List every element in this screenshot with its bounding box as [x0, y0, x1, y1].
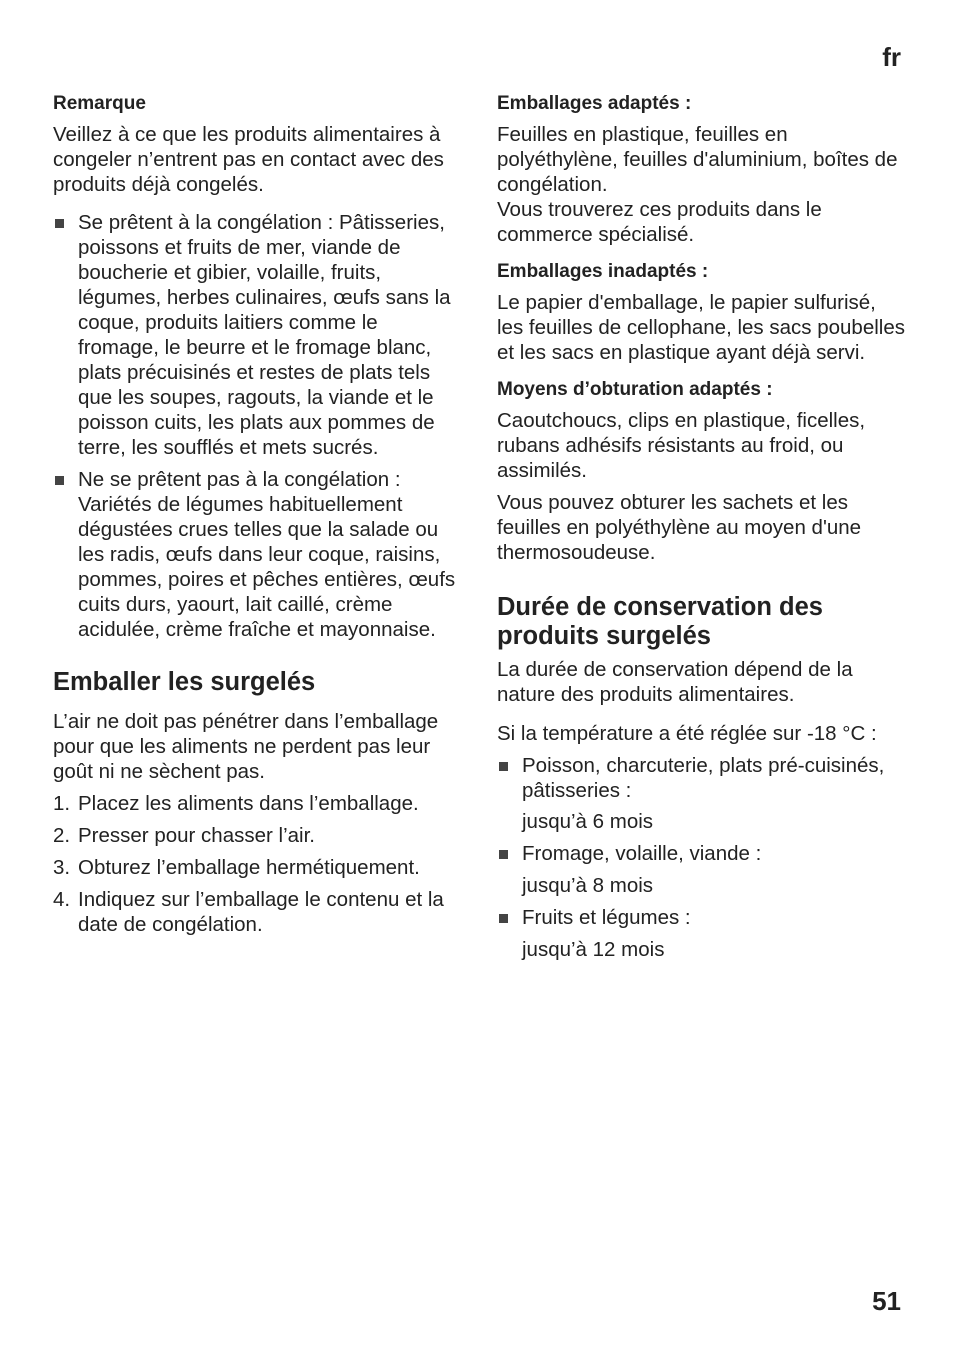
note-label: Remarque [53, 93, 146, 114]
unsuitable-packaging-text: Le papier d'emballage, le papier sulfurisé, les feuilles de cellophane, les sacs poubelles et les sacs en plastique ayant déjà servi. [497, 291, 905, 364]
duration-value: jusqu’à 12 mois [522, 938, 665, 961]
suitable-packaging-label: Emballages adaptés : [497, 93, 692, 114]
step-text: Placez les aliments dans l’emballage. [78, 792, 419, 815]
storage-duration-list [497, 841, 907, 866]
step-text: Obturez l’emballage hermétiquement. [78, 856, 420, 879]
storage-duration-list [497, 753, 907, 803]
step-item [53, 791, 463, 816]
language-tag: fr [882, 42, 901, 72]
closure-text-2: Vous pouvez obturer les sachets et les feuilles en polyéthylène au moyen d'une thermosoudeuse. [497, 491, 862, 564]
freezing-suitability-list [53, 210, 463, 642]
left-column [53, 92, 463, 944]
step-item [53, 887, 463, 937]
note-text: Veillez à ce que les produits alimentaires à congeler n’entrent pas en contact avec des produits déjà congelés. [53, 123, 444, 196]
list-item: Poisson, charcuterie, plats pré-cuisinés, pâtisseries : [497, 753, 907, 803]
step-item [53, 855, 463, 880]
list-item: Se prêtent à la congélation : Pâtisseries, poissons et fruits de mer, viande de boucherie et gibier, volaille, fruits, légumes, herbes culinaires, œufs sans la coque, produits laitiers comme le fromage, le beurre et le fromage blanc, plats précuisinés et restes de plats tels que les soupes, ragouts, la viande et le poisson cuits, les plats aux pommes de terre, les soufflés et mets sucrés. [53, 210, 463, 460]
step-item [53, 823, 463, 848]
list-item: Fruits et légumes : [497, 905, 907, 930]
step-number: 4. [53, 888, 71, 911]
section-title-storage: Durée de conservation des produits surgelés [497, 593, 823, 650]
step-text: Indiquez sur l’emballage le contenu et la date de congélation. [78, 888, 444, 936]
step-text: Presser pour chasser l’air. [78, 824, 315, 847]
closure-label: Moyens d’obturation adaptés : [497, 379, 773, 400]
storage-intro: La durée de conservation dépend de la nature des produits alimentaires. [497, 658, 853, 706]
step-number: 3. [53, 856, 71, 879]
packaging-steps [53, 791, 463, 937]
suitable-packaging-text-2: Vous trouverez ces produits dans le commerce spécialisé. [497, 198, 822, 246]
section-title-packaging: Emballer les surgelés [53, 668, 316, 696]
temperature-text: Si la température a été réglée sur -18 °C : [497, 722, 877, 745]
step-number: 2. [53, 824, 71, 847]
suitable-packaging-text: Feuilles en plastique, feuilles en polyéthylène, feuilles d'aluminium, boîtes de congélation. [497, 123, 898, 196]
right-column [497, 92, 907, 962]
list-item: Ne se prêtent pas à la congélation : Variétés de légumes habituellement dégustées crues telles que la salade ou les radis, œufs dans leur coque, raisins, pommes, poires et pêches entières, œufs cuits durs, yaourt, lait caillé, crème acidulée, crème fraîche et mayonnaise. [53, 467, 463, 642]
packaging-intro: L’air ne doit pas pénétrer dans l’emballage pour que les aliments ne perdent pas leur goût ni ne sèchent pas. [53, 710, 439, 783]
unsuitable-packaging-label: Emballages inadaptés : [497, 261, 709, 282]
duration-value: jusqu’à 6 mois [522, 810, 654, 833]
duration-value: jusqu’à 8 mois [522, 874, 654, 897]
step-number: 1. [53, 792, 71, 815]
storage-duration-list [497, 905, 907, 930]
closure-text: Caoutchoucs, clips en plastique, ficelles, rubans adhésifs résistants au froid, ou assimilés. [497, 409, 866, 482]
list-item: Fromage, volaille, viande : [497, 841, 907, 866]
page-number: 51 [872, 1286, 901, 1316]
